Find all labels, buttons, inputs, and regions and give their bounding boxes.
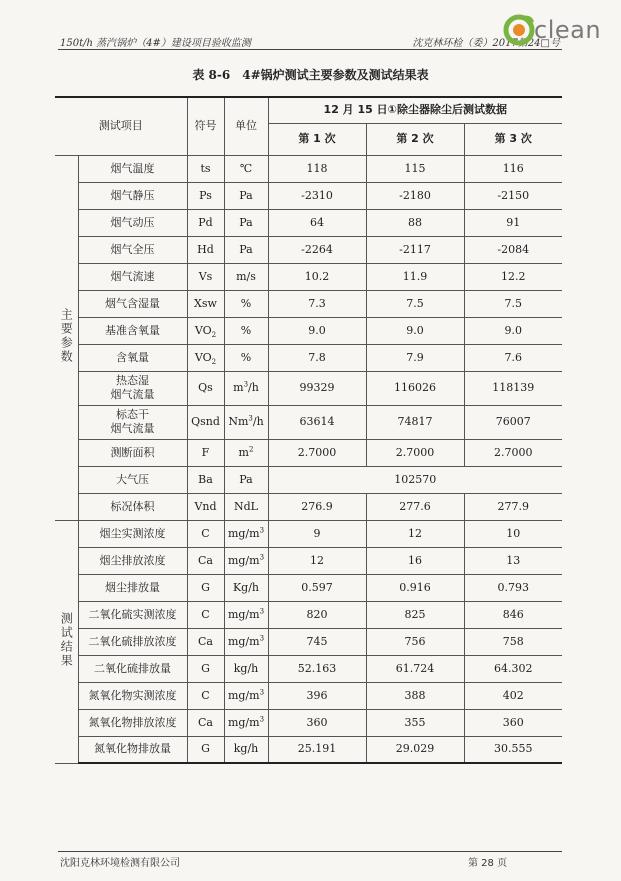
row-value-2: 12: [366, 520, 464, 547]
row-symbol: [187, 155, 224, 182]
row-name: [78, 601, 187, 628]
row-value-1: 64: [268, 209, 366, 236]
row-value-2: 11.9: [366, 263, 464, 290]
row-value-2: 7.9: [366, 344, 464, 371]
row-value-1: 7.8: [268, 344, 366, 371]
row-name-text-2: 烟气流量: [110, 422, 155, 435]
clean-leaf-icon: [502, 12, 536, 46]
header-report-number: 沈克林环检（委）2017第24□号: [412, 38, 560, 49]
row-value-1: 118: [268, 155, 366, 182]
unit-superscript: 3: [259, 714, 265, 723]
row-value-3: 7.6: [464, 344, 562, 371]
row-name-text: 烟气含湿量: [105, 296, 160, 310]
row-value-3: -2150: [464, 182, 562, 209]
row-name-text: 测断面积: [110, 445, 155, 459]
row-unit: [224, 317, 268, 344]
row-unit: [224, 736, 268, 763]
header-run-1: 第 1 次: [268, 123, 366, 155]
row-value-1: 745: [268, 628, 366, 655]
logo-wordmark: clean: [534, 16, 602, 44]
row-name-text: 烟尘排放浓度: [99, 553, 166, 567]
symbol-text: Ps: [199, 188, 212, 202]
row-name: [78, 682, 187, 709]
row-value-3: 2.7000: [464, 439, 562, 466]
table-row: [55, 290, 562, 317]
table-title: 表 8-6 4#锅炉测试主要参数及测试结果表: [192, 68, 429, 82]
row-value-1: 360: [268, 709, 366, 736]
unit-text: Pa: [239, 242, 253, 256]
row-value-1: 276.9: [268, 493, 366, 520]
symbol-text: ts: [200, 161, 211, 175]
group-cell: [55, 520, 78, 763]
unit-text: kg/h: [233, 661, 259, 675]
row-unit: [224, 405, 268, 439]
row-name: [78, 182, 187, 209]
table-row: [55, 682, 562, 709]
symbol-text: Qs: [198, 381, 213, 394]
row-value-1: 2.7000: [268, 439, 366, 466]
table-row: [55, 655, 562, 682]
row-name: [78, 344, 187, 371]
symbol-text: C: [201, 526, 210, 540]
table-row: [55, 709, 562, 736]
row-symbol: [187, 574, 224, 601]
row-unit: [224, 520, 268, 547]
row-symbol: [187, 628, 224, 655]
row-name-text: 烟气静压: [110, 188, 155, 202]
unit-tail: /h: [252, 415, 264, 428]
row-value-3: 91: [464, 209, 562, 236]
symbol-subscript: 2: [211, 330, 217, 339]
row-value-merged: 102570: [268, 466, 562, 493]
unit-superscript: 3: [243, 380, 249, 389]
row-value-2: 74817: [366, 405, 464, 439]
table-row: [55, 405, 562, 439]
unit-superscript: 3: [259, 552, 265, 561]
row-unit: [224, 209, 268, 236]
row-value-2: 825: [366, 601, 464, 628]
row-name: [78, 209, 187, 236]
row-name-text: 基准含氧量: [105, 323, 160, 337]
row-symbol: [187, 466, 224, 493]
row-unit: [224, 236, 268, 263]
unit-text: mg/m: [227, 553, 260, 567]
test-results-table: [55, 96, 562, 764]
row-value-3: 402: [464, 682, 562, 709]
row-name: [78, 290, 187, 317]
row-value-2: 277.6: [366, 493, 464, 520]
row-value-3: 12.2: [464, 263, 562, 290]
row-value-3: 7.5: [464, 290, 562, 317]
row-unit: [224, 155, 268, 182]
table-row: [55, 736, 562, 763]
symbol-text: Ca: [198, 553, 213, 567]
row-symbol: [187, 236, 224, 263]
row-unit: [224, 682, 268, 709]
row-name: [78, 439, 187, 466]
table-row: [55, 371, 562, 405]
row-unit: [224, 655, 268, 682]
symbol-text: Vs: [198, 269, 213, 283]
row-value-2: 0.916: [366, 574, 464, 601]
table-row: [55, 520, 562, 547]
row-value-3: 64.302: [464, 655, 562, 682]
row-symbol: [187, 182, 224, 209]
row-symbol: [187, 520, 224, 547]
unit-text: %: [240, 296, 252, 310]
row-value-1: 52.163: [268, 655, 366, 682]
symbol-text: Ba: [198, 472, 213, 486]
row-name-text: 含氧量: [116, 350, 149, 364]
unit-text: mg/m: [227, 634, 260, 648]
table-row: [55, 317, 562, 344]
table-row: [55, 628, 562, 655]
row-symbol: [187, 344, 224, 371]
row-name-text: 二氧化硫排放量: [94, 661, 171, 675]
unit-text: ℃: [239, 161, 253, 175]
row-value-3: 13: [464, 547, 562, 574]
row-name: [78, 736, 187, 763]
symbol-subscript: 2: [211, 357, 217, 366]
row-unit: [224, 466, 268, 493]
row-value-2: 16: [366, 547, 464, 574]
row-value-2: 116026: [366, 371, 464, 405]
unit-text: m/s: [236, 269, 256, 283]
row-value-2: 7.5: [366, 290, 464, 317]
row-name: [78, 709, 187, 736]
row-value-1: 820: [268, 601, 366, 628]
row-name: [78, 263, 187, 290]
unit-tail: /h: [248, 381, 259, 394]
row-name-text: 烟尘排放量: [105, 580, 160, 594]
row-symbol: [187, 682, 224, 709]
row-name-text: 烟尘实测浓度: [99, 526, 166, 540]
symbol-text: Xsw: [194, 296, 217, 310]
row-value-3: 10: [464, 520, 562, 547]
group-label: 主要参数: [59, 307, 74, 364]
row-name: [78, 655, 187, 682]
row-symbol: [187, 209, 224, 236]
row-name: [78, 520, 187, 547]
row-name-text: 烟气流速: [110, 269, 155, 283]
footer-rule: [58, 851, 562, 852]
row-name: [78, 628, 187, 655]
row-unit: [224, 574, 268, 601]
row-symbol: [187, 601, 224, 628]
symbol-text: Hd: [197, 242, 214, 256]
group-label: 测试结果: [59, 611, 74, 668]
row-value-3: 0.793: [464, 574, 562, 601]
table-row: [55, 155, 562, 182]
table-row: [55, 182, 562, 209]
row-value-1: 63614: [268, 405, 366, 439]
row-value-1: 12: [268, 547, 366, 574]
row-name-text: 标态干: [116, 408, 149, 421]
symbol-text: Qsnd: [191, 415, 220, 428]
table-row: [55, 466, 562, 493]
table-row: [55, 493, 562, 520]
header-rule: [58, 49, 562, 50]
table-row: [55, 574, 562, 601]
symbol-text: G: [201, 742, 210, 756]
row-value-2: 355: [366, 709, 464, 736]
row-name-text: 氮氧化物排放量: [94, 742, 171, 756]
row-unit: [224, 344, 268, 371]
row-value-2: 756: [366, 628, 464, 655]
row-name-text: 热态湿: [116, 374, 149, 387]
row-symbol: [187, 371, 224, 405]
unit-text: %: [240, 323, 252, 337]
row-value-3: 9.0: [464, 317, 562, 344]
table-row: [55, 263, 562, 290]
header-run-3: 第 3 次: [464, 123, 562, 155]
symbol-text: C: [201, 607, 210, 621]
symbol-text: Vnd: [194, 499, 217, 513]
row-name: [78, 547, 187, 574]
row-unit: [224, 628, 268, 655]
row-name: [78, 405, 187, 439]
unit-text: mg/m: [227, 688, 260, 702]
row-value-3: 360: [464, 709, 562, 736]
row-name: [78, 236, 187, 263]
unit-superscript: 3: [259, 525, 265, 534]
unit-superscript: 3: [259, 633, 265, 642]
header-symbol: 符号: [187, 97, 224, 155]
unit-superscript: 3: [259, 687, 265, 696]
unit-text: %: [240, 350, 252, 364]
row-value-1: -2310: [268, 182, 366, 209]
page-header: [60, 34, 560, 48]
row-value-2: 9.0: [366, 317, 464, 344]
row-value-2: 88: [366, 209, 464, 236]
row-value-2: 115: [366, 155, 464, 182]
row-value-3: 118139: [464, 371, 562, 405]
row-value-2: 61.724: [366, 655, 464, 682]
row-name: [78, 155, 187, 182]
row-symbol: [187, 493, 224, 520]
unit-text: Pa: [239, 215, 253, 229]
row-name: [78, 466, 187, 493]
table-row: [55, 439, 562, 466]
table-row: [55, 547, 562, 574]
row-name: [78, 493, 187, 520]
symbol-text: C: [201, 688, 210, 702]
row-name-text: 标况体积: [110, 499, 155, 513]
row-unit: [224, 263, 268, 290]
symbol-text: Ca: [198, 634, 213, 648]
row-value-2: -2180: [366, 182, 464, 209]
row-symbol: [187, 655, 224, 682]
row-value-1: 396: [268, 682, 366, 709]
row-name-text-2: 烟气流量: [110, 388, 155, 401]
table-row: [55, 344, 562, 371]
row-value-2: 388: [366, 682, 464, 709]
row-value-2: -2117: [366, 236, 464, 263]
symbol-text: VO: [194, 350, 212, 364]
unit-text: mg/m: [227, 715, 260, 729]
row-unit: [224, 601, 268, 628]
row-unit: [224, 439, 268, 466]
row-value-1: 9.0: [268, 317, 366, 344]
row-symbol: [187, 439, 224, 466]
unit-text: NdL: [234, 499, 258, 513]
row-name-text: 烟气全压: [110, 242, 155, 256]
row-symbol: [187, 405, 224, 439]
header-item: 测试项目: [55, 97, 187, 155]
row-unit: [224, 371, 268, 405]
footer-page-number: 第 28 页: [468, 858, 508, 869]
table-row: [55, 236, 562, 263]
row-value-1: 0.597: [268, 574, 366, 601]
row-value-3: 76007: [464, 405, 562, 439]
row-value-1: 99329: [268, 371, 366, 405]
row-name-text: 大气压: [116, 472, 149, 486]
row-name-text: 二氧化硫实测浓度: [88, 607, 177, 621]
footer-company: 沈阳克林环境检测有限公司: [60, 858, 180, 869]
row-name-text: 烟气温度: [110, 161, 155, 175]
unit-text: Kg/h: [232, 580, 260, 594]
row-unit: [224, 493, 268, 520]
unit-text: mg/m: [227, 607, 260, 621]
unit-text: m: [238, 445, 249, 459]
row-value-2: 2.7000: [366, 439, 464, 466]
row-name-text: 二氧化硫排放浓度: [88, 634, 177, 648]
symbol-text: Pd: [198, 215, 213, 229]
row-name: [78, 574, 187, 601]
row-symbol: [187, 736, 224, 763]
row-symbol: [187, 290, 224, 317]
unit-text: Pa: [239, 188, 253, 202]
row-symbol: [187, 709, 224, 736]
row-symbol: [187, 547, 224, 574]
header-unit: 单位: [224, 97, 268, 155]
header-group: 12 月 15 日①除尘器除尘后测试数据: [268, 97, 562, 123]
symbol-text: F: [201, 445, 210, 459]
row-name-text: 烟气动压: [110, 215, 155, 229]
unit-superscript: 3: [259, 606, 265, 615]
group-cell: [55, 155, 78, 520]
row-value-3: -2084: [464, 236, 562, 263]
table-row: [55, 209, 562, 236]
row-value-1: 9: [268, 520, 366, 547]
symbol-text: G: [201, 580, 210, 594]
unit-text: Nm: [228, 415, 249, 428]
unit-superscript: 3: [248, 414, 253, 423]
row-unit: [224, 182, 268, 209]
row-value-1: -2264: [268, 236, 366, 263]
header-project-title: 150t/h 蒸汽锅炉（4#）建设项目验收监测: [60, 38, 251, 49]
row-value-3: 846: [464, 601, 562, 628]
unit-text: Pa: [239, 472, 253, 486]
row-unit: [224, 709, 268, 736]
row-value-3: 758: [464, 628, 562, 655]
row-value-1: 10.2: [268, 263, 366, 290]
row-symbol: [187, 317, 224, 344]
row-name: [78, 371, 187, 405]
table-row: [55, 601, 562, 628]
symbol-text: VO: [194, 323, 212, 337]
unit-text: kg/h: [233, 742, 259, 756]
company-logo: [500, 10, 610, 50]
row-unit: [224, 547, 268, 574]
row-name: [78, 317, 187, 344]
row-name-text: 氮氧化物排放浓度: [88, 715, 177, 729]
symbol-text: G: [201, 661, 210, 675]
unit-text: mg/m: [227, 526, 260, 540]
row-value-3: 30.555: [464, 736, 562, 763]
row-value-1: 25.191: [268, 736, 366, 763]
row-unit: [224, 290, 268, 317]
row-value-1: 7.3: [268, 290, 366, 317]
row-symbol: [187, 263, 224, 290]
row-value-3: 277.9: [464, 493, 562, 520]
row-name-text: 氮氧化物实测浓度: [88, 688, 177, 702]
row-value-3: 116: [464, 155, 562, 182]
row-value-2: 29.029: [366, 736, 464, 763]
header-run-2: 第 2 次: [366, 123, 464, 155]
symbol-text: Ca: [198, 715, 213, 729]
unit-text: m: [233, 381, 244, 394]
unit-superscript: 2: [248, 444, 254, 453]
